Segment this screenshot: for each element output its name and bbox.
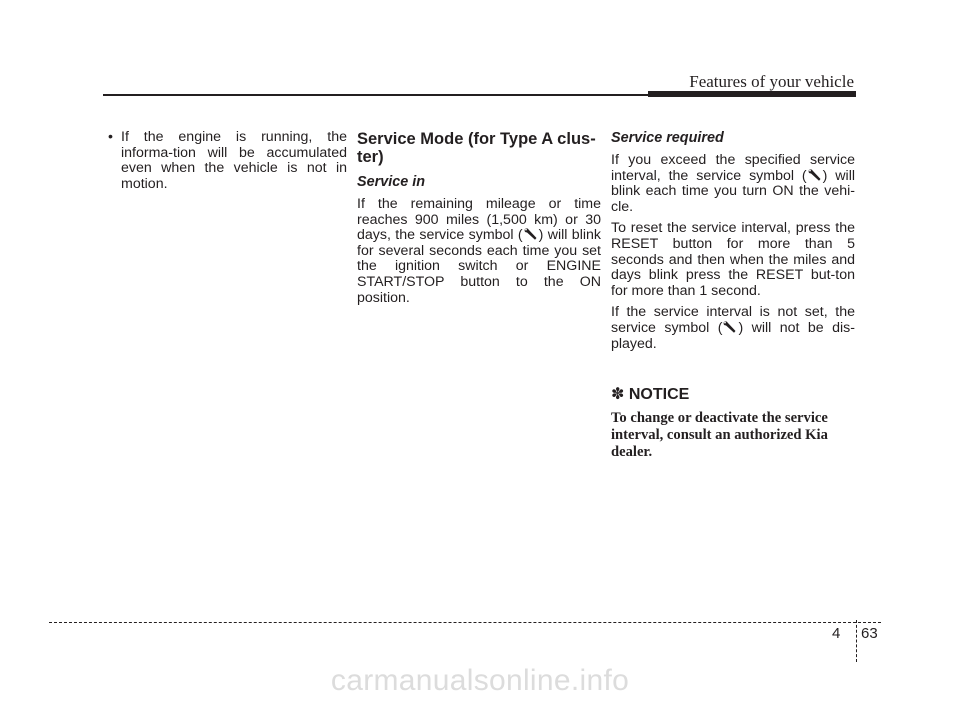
service-in-paragraph	[357, 197, 601, 306]
wrench-icon	[524, 228, 538, 241]
column-left	[103, 130, 347, 192]
paragraph-text-end: ) will blink for several seconds each time you set the ignition switch or ENGINE START/STOP button to the ON position.	[357, 227, 601, 306]
bullet-item	[103, 130, 347, 192]
watermark: carmanualsonline.info	[330, 664, 630, 697]
notice-heading	[611, 386, 855, 404]
service-in-subheading: Service in	[357, 174, 425, 190]
column-right	[611, 130, 855, 461]
wrench-icon	[808, 169, 822, 182]
paragraph-text-start: If the service interval is not set, the service symbol (	[611, 304, 855, 336]
heading-line-2: ter)	[357, 148, 384, 166]
bullet-marker: •	[108, 129, 113, 145]
notice-text: To change or deactivate the service interval, consult an authorized Kia dealer.	[611, 410, 828, 461]
footer-divider	[856, 620, 857, 662]
service-mode-heading	[357, 130, 601, 166]
chapter-number: 4	[832, 625, 841, 642]
bullet-text: If the engine is running, the informa-tion will be accumulated even when the vehicle is not in motion.	[121, 129, 347, 192]
notice-symbol-icon: ✽	[611, 386, 625, 404]
footer-rule	[49, 622, 881, 623]
not-set-paragraph	[611, 305, 855, 352]
paragraph-text-start: If you exceed the specified service interval, the service symbol (	[611, 152, 855, 184]
paragraph-text-start: If the remaining mileage or time reaches 900 miles (1,500 km) or 30 days, the service symbol (	[357, 196, 601, 244]
wrench-icon	[723, 321, 737, 334]
reset-paragraph: To reset the service interval, press the RESET button for more than 5 seconds and then when the miles and days blink press the RESET but-ton for more than 1 second.	[611, 220, 855, 299]
service-required-subheading: Service required	[611, 130, 724, 146]
service-required-paragraph	[611, 153, 855, 215]
paragraph-text-end: ) will blink each time you turn ON the vehi-cle.	[611, 167, 855, 215]
paragraph-text-end: ) will not be dis-played.	[611, 319, 855, 352]
heading-line-1: Service Mode (for Type A clus-	[357, 130, 596, 148]
header-rule-bar	[648, 91, 856, 97]
notice-label: NOTICE	[628, 386, 690, 404]
header-rule	[103, 94, 663, 96]
section-title: Features of your vehicle	[689, 72, 854, 91]
page-number: 63	[861, 625, 878, 642]
column-middle	[357, 130, 601, 312]
